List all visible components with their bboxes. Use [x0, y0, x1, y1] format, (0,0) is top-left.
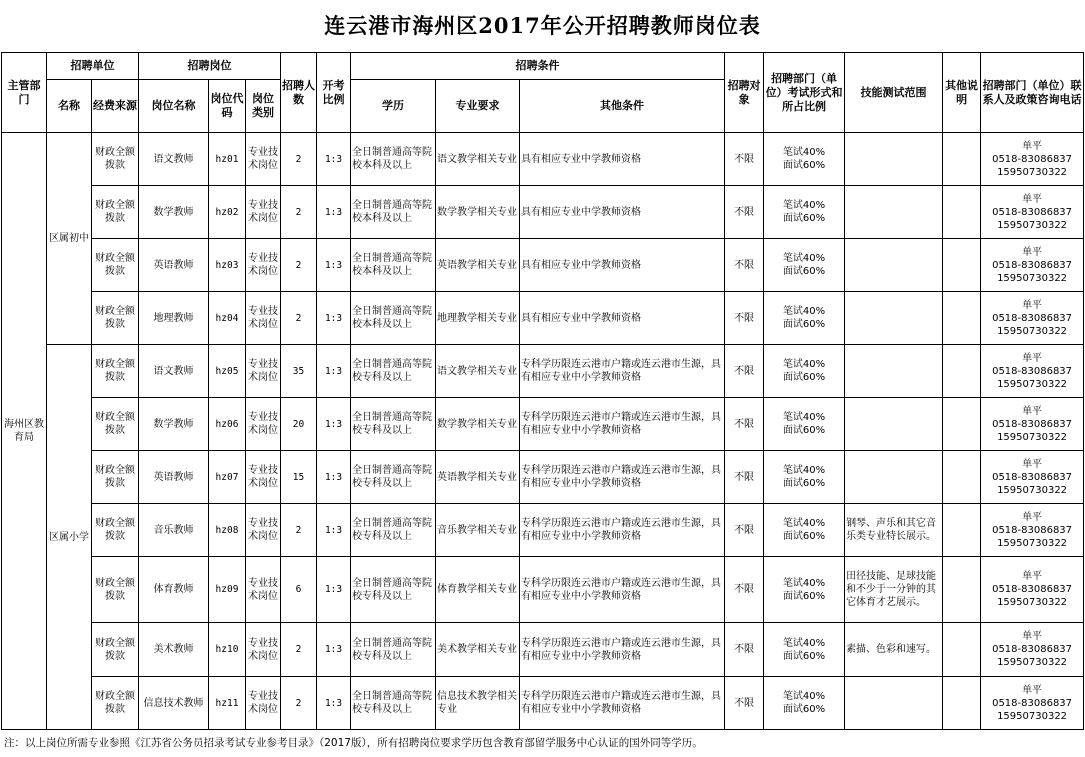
header-funding: 经费来源	[92, 80, 139, 133]
row-count: 2	[281, 504, 317, 557]
row-target: 不限	[725, 677, 764, 730]
row-count: 6	[281, 557, 317, 623]
contact-mobile: 15950730322	[997, 537, 1068, 549]
contact-phone: 0518-83086837	[992, 365, 1073, 377]
row-post-name: 信息技术教师	[139, 677, 209, 730]
row-exam	[764, 133, 845, 186]
contact-mobile: 15950730322	[997, 325, 1068, 337]
row-education: 全日制普通高等院校专科及以上	[351, 504, 436, 557]
row-contact	[981, 504, 1084, 557]
row-education: 全日制普通高等院校本科及以上	[351, 133, 436, 186]
interview-ratio: 面试60%	[782, 266, 826, 277]
row-misc	[943, 504, 981, 557]
table-row	[2, 292, 1084, 345]
contact-mobile: 15950730322	[997, 272, 1068, 284]
interview-ratio: 面试60%	[782, 425, 826, 436]
row-exam	[764, 677, 845, 730]
row-exam	[764, 239, 845, 292]
header-major: 专业要求	[436, 80, 520, 133]
row-misc	[943, 239, 981, 292]
row-misc	[943, 186, 981, 239]
row-target: 不限	[725, 292, 764, 345]
contact-phone: 0518-83086837	[992, 584, 1073, 595]
row-other-conditions: 具有相应专业中学教师资格	[520, 292, 725, 345]
row-education: 全日制普通高等院校专科及以上	[351, 623, 436, 677]
table-row	[2, 677, 1084, 730]
page-title: 连云港市海州区2017年公开招聘教师岗位表	[324, 13, 761, 38]
row-misc	[943, 677, 981, 730]
row-post-name: 数学教师	[139, 398, 209, 451]
table-row	[2, 451, 1084, 504]
contact-mobile: 15950730322	[997, 657, 1068, 668]
row-exam	[764, 504, 845, 557]
interview-ratio: 面试60%	[782, 160, 826, 171]
row-post-name: 地理教师	[139, 292, 209, 345]
row-funding: 财政全额拨款	[92, 557, 139, 623]
row-post-name: 英语教师	[139, 239, 209, 292]
row-education: 全日制普通高等院校本科及以上	[351, 186, 436, 239]
row-funding: 财政全额拨款	[92, 186, 139, 239]
row-target: 不限	[725, 186, 764, 239]
row-other-conditions: 具有相应专业中学教师资格	[520, 133, 725, 186]
row-target: 不限	[725, 451, 764, 504]
row-ratio: 1:3	[317, 345, 351, 398]
written-exam-ratio: 笔试40%	[782, 518, 826, 529]
row-target: 不限	[725, 504, 764, 557]
table-row	[2, 345, 1084, 398]
row-major: 英语教学相关专业	[436, 239, 520, 292]
header-ratio: 开考比例	[317, 53, 351, 133]
row-ratio: 1:3	[317, 186, 351, 239]
contact-mobile: 15950730322	[997, 219, 1068, 231]
row-ratio: 1:3	[317, 239, 351, 292]
contact-name: 单平	[1022, 458, 1043, 470]
row-exam	[764, 292, 845, 345]
contact-name: 单平	[1022, 405, 1043, 417]
row-major: 美术教学相关专业	[436, 623, 520, 677]
row-count: 2	[281, 133, 317, 186]
row-major: 语文教学相关专业	[436, 133, 520, 186]
row-post-type: 专业技术岗位	[246, 239, 281, 292]
header-post-type: 岗位类别	[246, 80, 281, 133]
row-ratio: 1:3	[317, 451, 351, 504]
header-post-code: 岗位代码	[209, 80, 246, 133]
written-exam-ratio: 笔试40%	[782, 465, 826, 476]
row-skill-scope: 素描、色彩和速写。	[845, 623, 943, 677]
written-exam-ratio: 笔试40%	[782, 412, 826, 423]
row-post-name: 音乐教师	[139, 504, 209, 557]
row-funding: 财政全额拨款	[92, 451, 139, 504]
header-unit-group: 招聘单位	[47, 53, 139, 80]
written-exam-ratio: 笔试40%	[782, 577, 826, 589]
row-education: 全日制普通高等院校专科及以上	[351, 557, 436, 623]
row-post-code: hz09	[209, 557, 246, 623]
written-exam-ratio: 笔试40%	[782, 253, 826, 264]
row-post-name: 体育教师	[139, 557, 209, 623]
row-skill-scope	[845, 345, 943, 398]
table-row	[2, 504, 1084, 557]
header-edu: 学历	[351, 80, 436, 133]
row-post-code: hz07	[209, 451, 246, 504]
row-post-type: 专业技术岗位	[246, 398, 281, 451]
row-funding: 财政全额拨款	[92, 239, 139, 292]
row-misc	[943, 133, 981, 186]
written-exam-ratio: 笔试40%	[782, 200, 826, 211]
table-row	[2, 133, 1084, 186]
row-education: 全日制普通高等院校专科及以上	[351, 677, 436, 730]
row-count: 2	[281, 677, 317, 730]
row-skill-scope	[845, 133, 943, 186]
row-post-code: hz02	[209, 186, 246, 239]
row-contact	[981, 623, 1084, 677]
row-post-name: 数学教师	[139, 186, 209, 239]
row-post-type: 专业技术岗位	[246, 345, 281, 398]
row-post-type: 专业技术岗位	[246, 292, 281, 345]
contact-name: 单平	[1022, 299, 1043, 311]
row-other-conditions: 专科学历限连云港市户籍或连云港市生源，具有相应专业中小学教师资格	[520, 345, 725, 398]
row-education: 全日制普通高等院校专科及以上	[351, 345, 436, 398]
header-target: 招聘对象	[725, 53, 764, 133]
row-other-conditions: 专科学历限连云港市户籍或连云港市生源，具有相应专业中小学教师资格	[520, 398, 725, 451]
row-contact	[981, 677, 1084, 730]
row-post-name: 语文教师	[139, 345, 209, 398]
row-post-type: 专业技术岗位	[246, 504, 281, 557]
row-exam	[764, 398, 845, 451]
row-education: 全日制普通高等院校本科及以上	[351, 239, 436, 292]
row-count: 2	[281, 186, 317, 239]
row-other-conditions: 专科学历限连云港市户籍或连云港市生源，具有相应专业中小学教师资格	[520, 677, 725, 730]
row-funding: 财政全额拨款	[92, 292, 139, 345]
row-post-type: 专业技术岗位	[246, 451, 281, 504]
contact-mobile: 15950730322	[997, 710, 1068, 722]
row-target: 不限	[725, 239, 764, 292]
row-contact	[981, 451, 1084, 504]
row-misc	[943, 292, 981, 345]
written-exam-ratio: 笔试40%	[782, 306, 826, 317]
row-major: 数学教学相关专业	[436, 398, 520, 451]
row-misc	[943, 557, 981, 623]
contact-name: 单平	[1022, 193, 1043, 205]
header-exam: 招聘部门（单位）考试形式和所占比例	[764, 53, 845, 133]
row-ratio: 1:3	[317, 133, 351, 186]
row-exam	[764, 186, 845, 239]
row-post-type: 专业技术岗位	[246, 557, 281, 623]
row-post-code: hz04	[209, 292, 246, 345]
row-major: 信息技术教学相关专业	[436, 677, 520, 730]
row-contact	[981, 239, 1084, 292]
row-count: 35	[281, 345, 317, 398]
contact-name: 单平	[1022, 140, 1043, 152]
row-post-name: 英语教师	[139, 451, 209, 504]
written-exam-ratio: 笔试40%	[782, 147, 826, 158]
table-row	[2, 186, 1084, 239]
row-skill-scope: 田径技能、足球技能和不少于一分钟的其它体育才艺展示。	[845, 557, 943, 623]
contact-phone: 0518-83086837	[992, 259, 1073, 271]
contact-phone: 0518-83086837	[992, 644, 1073, 655]
row-post-code: hz10	[209, 623, 246, 677]
row-count: 2	[281, 292, 317, 345]
table-row	[2, 623, 1084, 677]
row-education: 全日制普通高等院校本科及以上	[351, 292, 436, 345]
row-contact	[981, 345, 1084, 398]
contact-phone: 0518-83086837	[992, 312, 1073, 324]
contact-phone: 0518-83086837	[992, 418, 1073, 430]
recruitment-table	[1, 52, 1084, 730]
row-exam	[764, 557, 845, 623]
row-skill-scope	[845, 398, 943, 451]
contact-mobile: 15950730322	[997, 378, 1068, 390]
row-count: 20	[281, 398, 317, 451]
table-row	[2, 557, 1084, 623]
row-target: 不限	[725, 398, 764, 451]
row-misc	[943, 623, 981, 677]
row-post-name: 美术教师	[139, 623, 209, 677]
table-row	[2, 398, 1084, 451]
row-funding: 财政全额拨款	[92, 504, 139, 557]
row-post-name: 语文教师	[139, 133, 209, 186]
interview-ratio: 面试60%	[782, 213, 826, 224]
contact-phone: 0518-83086837	[992, 524, 1073, 536]
contact-name: 单平	[1022, 571, 1043, 582]
row-funding: 财政全额拨款	[92, 677, 139, 730]
row-education: 全日制普通高等院校专科及以上	[351, 451, 436, 504]
row-exam	[764, 451, 845, 504]
row-post-code: hz03	[209, 239, 246, 292]
contact-phone: 0518-83086837	[992, 206, 1073, 218]
header-count: 招聘人数	[281, 53, 317, 133]
row-other-conditions: 专科学历限连云港市户籍或连云港市生源，具有相应专业中小学教师资格	[520, 557, 725, 623]
row-ratio: 1:3	[317, 292, 351, 345]
interview-ratio: 面试60%	[782, 478, 826, 489]
row-exam	[764, 345, 845, 398]
row-contact	[981, 557, 1084, 623]
header-other: 其他条件	[520, 80, 725, 133]
row-ratio: 1:3	[317, 623, 351, 677]
interview-ratio: 面试60%	[782, 704, 826, 715]
row-ratio: 1:3	[317, 398, 351, 451]
row-skill-scope: 钢琴、声乐和其它音乐类专业特长展示。	[845, 504, 943, 557]
row-exam	[764, 623, 845, 677]
row-contact	[981, 398, 1084, 451]
row-misc	[943, 345, 981, 398]
row-funding: 财政全额拨款	[92, 133, 139, 186]
row-count: 15	[281, 451, 317, 504]
interview-ratio: 面试60%	[782, 650, 826, 662]
footnote: 注：以上岗位所需专业参照《江苏省公务员招录考试专业参考目录》（2017版），所有招聘岗位要求学历包含教育部留学服务中心认证的国外同等学历。	[4, 737, 703, 749]
contact-mobile: 15950730322	[997, 484, 1068, 496]
header-post-group: 招聘岗位	[139, 53, 281, 80]
row-other-conditions: 专科学历限连云港市户籍或连云港市生源，具有相应专业中小学教师资格	[520, 451, 725, 504]
written-exam-ratio: 笔试40%	[782, 359, 826, 370]
row-skill-scope	[845, 451, 943, 504]
row-other-conditions: 专科学历限连云港市户籍或连云港市生源，具有相应专业中小学教师资格	[520, 623, 725, 677]
interview-ratio: 面试60%	[782, 590, 826, 602]
contact-name: 单平	[1022, 684, 1043, 696]
row-target: 不限	[725, 623, 764, 677]
row-misc	[943, 398, 981, 451]
row-post-type: 专业技术岗位	[246, 133, 281, 186]
contact-phone: 0518-83086837	[992, 153, 1073, 165]
contact-mobile: 15950730322	[997, 431, 1068, 443]
row-major: 地理教学相关专业	[436, 292, 520, 345]
row-post-code: hz06	[209, 398, 246, 451]
row-contact	[981, 186, 1084, 239]
written-exam-ratio: 笔试40%	[782, 637, 826, 649]
contact-mobile: 15950730322	[997, 166, 1068, 178]
row-skill-scope	[845, 186, 943, 239]
row-post-code: hz11	[209, 677, 246, 730]
row-funding: 财政全额拨款	[92, 345, 139, 398]
row-contact	[981, 292, 1084, 345]
row-count: 2	[281, 239, 317, 292]
contact-mobile: 15950730322	[997, 597, 1068, 608]
row-target: 不限	[725, 133, 764, 186]
contact-name: 单平	[1022, 246, 1043, 258]
interview-ratio: 面试60%	[782, 319, 826, 330]
row-other-conditions: 具有相应专业中学教师资格	[520, 239, 725, 292]
contact-name: 单平	[1022, 511, 1043, 523]
contact-name: 单平	[1022, 352, 1043, 364]
header-contact: 招聘部门（单位）联系人及政策咨询电话	[981, 53, 1084, 133]
row-skill-scope	[845, 292, 943, 345]
row-post-code: hz08	[209, 504, 246, 557]
row-count: 2	[281, 623, 317, 677]
header-unit-name: 名称	[47, 80, 92, 133]
dept-cell: 海州区教育局	[2, 133, 47, 730]
row-other-conditions: 具有相应专业中学教师资格	[520, 186, 725, 239]
row-funding: 财政全额拨款	[92, 398, 139, 451]
row-major: 数学教学相关专业	[436, 186, 520, 239]
unit-name-cell: 区属初中	[47, 133, 92, 345]
contact-phone: 0518-83086837	[992, 697, 1073, 709]
row-major: 音乐教学相关专业	[436, 504, 520, 557]
row-target: 不限	[725, 345, 764, 398]
header-dept: 主管部门	[2, 53, 47, 133]
row-misc	[943, 451, 981, 504]
header-misc: 其他说明	[943, 53, 981, 133]
row-ratio: 1:3	[317, 677, 351, 730]
row-post-type: 专业技术岗位	[246, 623, 281, 677]
row-post-type: 专业技术岗位	[246, 677, 281, 730]
row-funding: 财政全额拨款	[92, 623, 139, 677]
table-row	[2, 239, 1084, 292]
row-ratio: 1:3	[317, 504, 351, 557]
interview-ratio: 面试60%	[782, 531, 826, 542]
row-skill-scope	[845, 239, 943, 292]
interview-ratio: 面试60%	[782, 372, 826, 383]
contact-name: 单平	[1022, 631, 1043, 642]
row-post-code: hz05	[209, 345, 246, 398]
table-body	[2, 133, 1084, 730]
header-post-name: 岗位名称	[139, 80, 209, 133]
header-cond-group: 招聘条件	[351, 53, 725, 80]
contact-phone: 0518-83086837	[992, 471, 1073, 483]
row-post-code: hz01	[209, 133, 246, 186]
written-exam-ratio: 笔试40%	[782, 691, 826, 702]
unit-name-cell: 区属小学	[47, 345, 92, 730]
row-major: 英语教学相关专业	[436, 451, 520, 504]
row-education: 全日制普通高等院校专科及以上	[351, 398, 436, 451]
row-target: 不限	[725, 557, 764, 623]
row-other-conditions: 专科学历限连云港市户籍或连云港市生源，具有相应专业中小学教师资格	[520, 504, 725, 557]
row-major: 体育教学相关专业	[436, 557, 520, 623]
row-skill-scope	[845, 677, 943, 730]
row-major: 语文教学相关专业	[436, 345, 520, 398]
row-post-type: 专业技术岗位	[246, 186, 281, 239]
row-contact	[981, 133, 1084, 186]
header-skill: 技能测试范围	[845, 53, 943, 133]
row-ratio: 1:3	[317, 557, 351, 623]
